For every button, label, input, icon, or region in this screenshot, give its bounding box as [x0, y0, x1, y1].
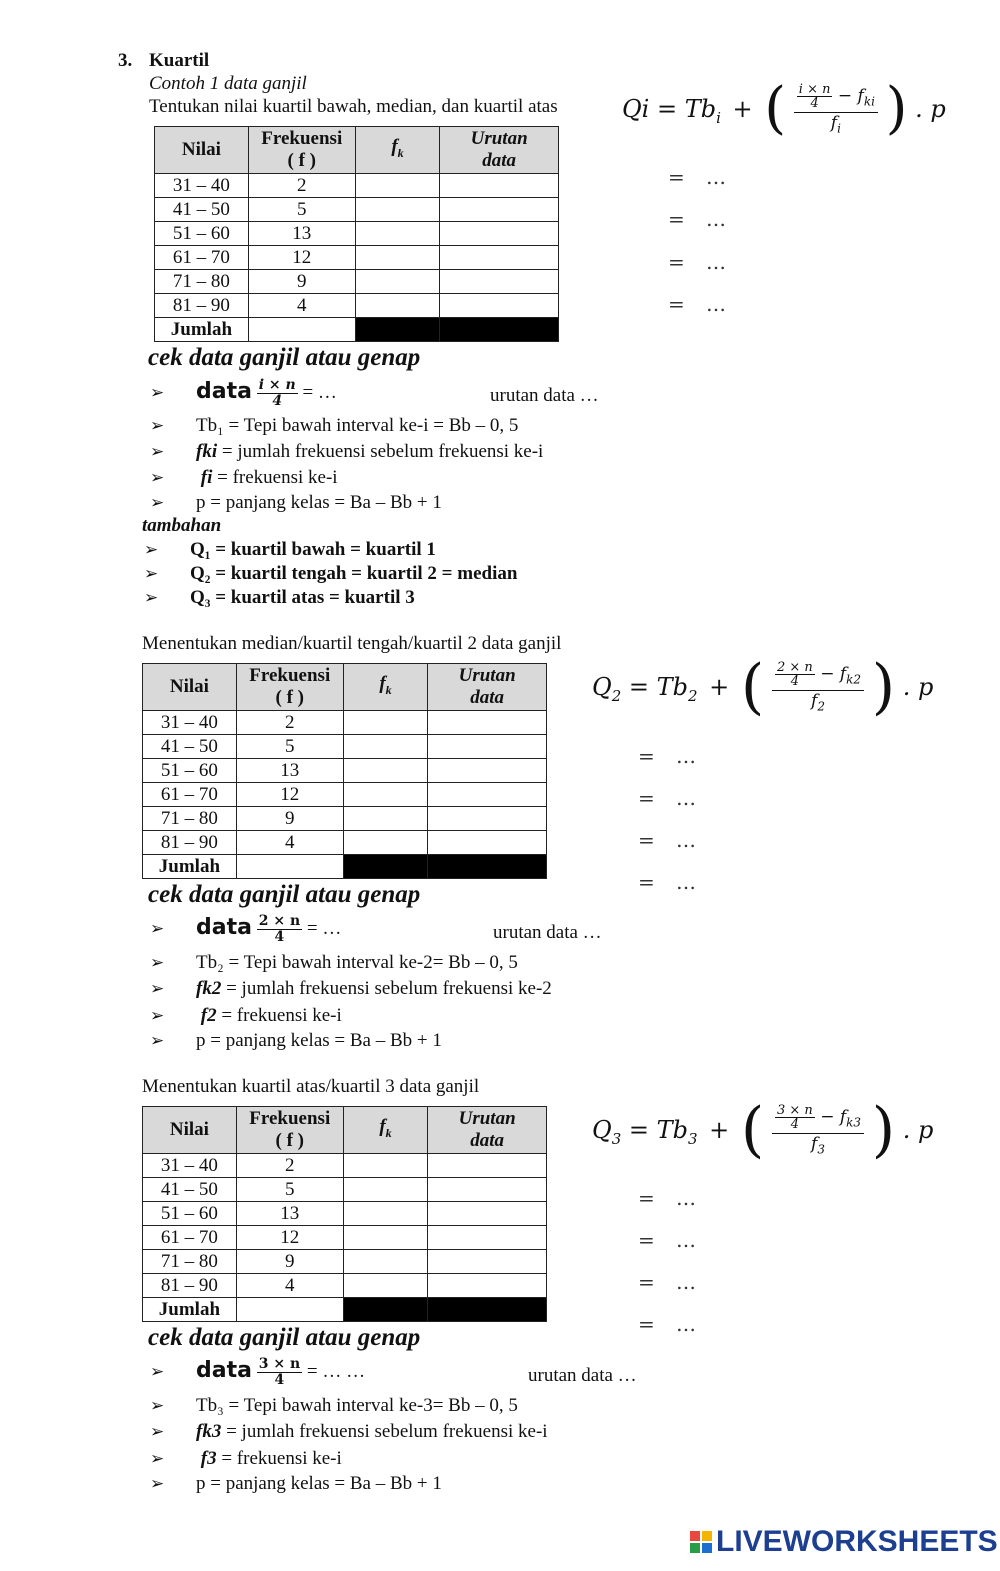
section-title: Kuartil — [149, 50, 210, 71]
step-line[interactable]: = … — [638, 1186, 696, 1210]
header-fk: $f_k$ — [355, 127, 440, 174]
table-row: 61 – 70 12 — [155, 246, 559, 270]
urutan-cell[interactable] — [440, 246, 559, 270]
step-line[interactable]: = … — [668, 165, 726, 189]
liveworksheets-logo — [690, 1525, 998, 1559]
header-urutan-data: Urutan data — [428, 664, 547, 711]
header-urutan-data: Urutan data — [440, 127, 559, 174]
fk-cell[interactable] — [355, 246, 440, 270]
header-frekuensi: Frekuensi ( f ) — [236, 664, 343, 711]
table-row: 81 – 90 4 — [143, 1274, 547, 1298]
table-row: 41 – 50 5 — [143, 735, 547, 759]
frequency-table-1 — [154, 126, 559, 342]
table-row: 81 – 90 4 — [143, 831, 547, 855]
table-row: 71 – 80 9 — [143, 807, 547, 831]
step-line[interactable]: = … — [668, 292, 726, 316]
step-line[interactable]: = … — [638, 786, 696, 810]
tambahan-item: ➢ Q₃ = kuartil atas = kuartil 3 — [144, 587, 415, 608]
example-label: Contoh 1 data ganjil — [149, 73, 307, 94]
urutan-cell[interactable] — [440, 222, 559, 246]
step-line[interactable]: = … — [638, 1228, 696, 1252]
fk-cell[interactable] — [355, 198, 440, 222]
urutan-cell[interactable] — [428, 711, 547, 735]
bullet-p: ➢ p = panjang kelas = Ba – Bb + 1 — [150, 1473, 442, 1494]
bullet-p: ➢ p = panjang kelas = Ba – Bb + 1 — [150, 492, 442, 513]
urutan-cell[interactable] — [428, 759, 547, 783]
step-line[interactable]: = … — [668, 207, 726, 231]
urutan-data-text: urutan data … — [490, 385, 599, 406]
table-row: 71 – 80 9 — [155, 270, 559, 294]
bullet-fk: ➢ fk2 = jumlah frekuensi sebelum frekuensi ke-2 — [150, 978, 552, 999]
fk-cell[interactable] — [343, 735, 428, 759]
section-number: 3. — [118, 50, 133, 71]
table-row: 71 – 80 9 — [143, 1250, 547, 1274]
fk-cell[interactable] — [343, 783, 428, 807]
fk-cell[interactable] — [355, 222, 440, 246]
table-row: 41 – 50 5 — [155, 198, 559, 222]
urutan-cell[interactable] — [440, 270, 559, 294]
cek-heading: cek data ganjil atau genap — [148, 881, 421, 908]
urutan-cell[interactable] — [428, 807, 547, 831]
step-line[interactable]: = … — [638, 828, 696, 852]
urutan-cell[interactable] — [440, 198, 559, 222]
urutan-cell[interactable] — [428, 1154, 547, 1178]
fk-cell[interactable] — [343, 1178, 428, 1202]
urutan-cell[interactable] — [428, 783, 547, 807]
part3-heading: Menentukan kuartil atas/kuartil 3 data ganjil — [142, 1076, 480, 1097]
header-nilai: Nilai — [155, 127, 249, 174]
step-line[interactable]: = … — [638, 870, 696, 894]
step-line[interactable]: = … — [638, 1270, 696, 1294]
header-frekuensi: Frekuensi ( f ) — [236, 1107, 343, 1154]
table-total-row: Jumlah — [155, 318, 559, 342]
instruction-text: Tentukan nilai kuartil bawah, median, dan kuartil atas — [149, 96, 558, 117]
urutan-cell[interactable] — [428, 1226, 547, 1250]
fk-cell[interactable] — [343, 807, 428, 831]
bullet-data: ➢ data $\frac{3 \times n}{4}$ = … … — [150, 1356, 366, 1388]
table-row: 51 – 60 13 — [143, 1202, 547, 1226]
tambahan-item: ➢ Q₂ = kuartil tengah = kuartil 2 = median — [144, 563, 518, 584]
urutan-cell[interactable] — [440, 294, 559, 318]
frequency-table-3 — [142, 1106, 547, 1322]
header-urutan-data: Urutan data — [428, 1107, 547, 1154]
fk-cell[interactable] — [355, 270, 440, 294]
urutan-cell[interactable] — [428, 1274, 547, 1298]
urutan-cell[interactable] — [428, 1250, 547, 1274]
liveworksheets-logo-icon — [690, 1531, 712, 1553]
fk-cell[interactable] — [343, 831, 428, 855]
logo-text: LIVEWORKSHEETS — [716, 1525, 998, 1558]
fk-cell[interactable] — [343, 1226, 428, 1250]
table-row: 31 – 40 2 — [143, 1154, 547, 1178]
header-nilai: Nilai — [143, 664, 237, 711]
urutan-cell[interactable] — [428, 1202, 547, 1226]
bullet-p: ➢ p = panjang kelas = Ba – Bb + 1 — [150, 1030, 442, 1051]
table-row: 81 – 90 4 — [155, 294, 559, 318]
fk-cell[interactable] — [343, 1250, 428, 1274]
urutan-cell[interactable] — [428, 735, 547, 759]
fk-cell[interactable] — [343, 711, 428, 735]
bullet-data: ➢ data $\frac{2 \times n}{4}$ = … — [150, 913, 342, 945]
bullet-fi: ➢ fi = frekuensi ke-i — [150, 467, 338, 488]
table-row: 61 – 70 12 — [143, 783, 547, 807]
bullet-f: ➢ f3 = frekuensi ke-i — [150, 1448, 342, 1469]
bullet-fki: ➢ fki = jumlah frekuensi sebelum frekuensi ke-i — [150, 441, 544, 462]
cek-heading: cek data ganjil atau genap — [148, 344, 421, 371]
step-line[interactable]: = … — [638, 1312, 696, 1336]
total-cell[interactable] — [236, 855, 343, 879]
step-line[interactable]: = … — [668, 250, 726, 274]
arrow-bullet-icon: ➢ — [150, 382, 165, 403]
bullet-tb: ➢ Tb₁ = Tepi bawah interval ke-i = Bb – 0, 5 — [150, 415, 519, 436]
table-row: 41 – 50 5 — [143, 1178, 547, 1202]
urutan-data-text: urutan data … — [528, 1365, 637, 1386]
formula-q2: $Q_2 = Tb_2$ + ( $\frac{2 \times n}{4}$ − $f_{k2}$ $f_2$ ) . p — [592, 652, 934, 722]
fk-cell[interactable] — [343, 1274, 428, 1298]
formula-qi: $Qi = Tb_i$ + ( $\frac{i \times n}{4}$ − $f_{ki}$ $f_i$ ) . p — [622, 76, 946, 141]
table-total-row: Jumlah — [143, 855, 547, 879]
bullet-data: ➢ data $\frac{i \times n}{4}$ = … — [150, 377, 337, 409]
frequency-table-2 — [142, 663, 547, 879]
bullet-fk: ➢ fk3 = jumlah frekuensi sebelum frekuensi ke-i — [150, 1421, 548, 1442]
fk-cell[interactable] — [355, 294, 440, 318]
bullet-f: ➢ f2 = frekuensi ke-i — [150, 1005, 342, 1026]
fk-cell[interactable] — [355, 174, 440, 198]
urutan-cell[interactable] — [428, 1178, 547, 1202]
header-nilai: Nilai — [143, 1107, 237, 1154]
fk-cell[interactable] — [343, 1154, 428, 1178]
total-cell[interactable] — [248, 318, 355, 342]
fk-cell[interactable] — [343, 1202, 428, 1226]
header-fk: $f_k$ — [343, 664, 428, 711]
table-row: 31 – 40 2 — [155, 174, 559, 198]
cek-heading: cek data ganjil atau genap — [148, 1324, 421, 1351]
tambahan-item: ➢ Q₁ = kuartil bawah = kuartil 1 — [144, 539, 436, 560]
bullet-tb: ➢ Tb₃ = Tepi bawah interval ke-3= Bb – 0, 5 — [150, 1395, 518, 1416]
header-fk: $f_k$ — [343, 1107, 428, 1154]
urutan-data-text: urutan data … — [493, 922, 602, 943]
step-line[interactable]: = … — [638, 744, 696, 768]
table-row: 31 – 40 2 — [143, 711, 547, 735]
part2-heading: Menentukan median/kuartil tengah/kuartil 2 data ganjil — [142, 633, 562, 654]
table-row: 61 – 70 12 — [143, 1226, 547, 1250]
total-cell[interactable] — [236, 1298, 343, 1322]
urutan-cell[interactable] — [428, 831, 547, 855]
tambahan-label: tambahan — [142, 515, 222, 536]
header-frekuensi: Frekuensi ( f ) — [248, 127, 355, 174]
urutan-cell[interactable] — [440, 174, 559, 198]
table-row: 51 – 60 13 — [143, 759, 547, 783]
bullet-tb: ➢ Tb₂ = Tepi bawah interval ke-2= Bb – 0, 5 — [150, 952, 518, 973]
formula-q3: $Q_3 = Tb_3$ + ( $\frac{3 \times n}{4}$ − $f_{k3}$ $f_3$ ) . p — [592, 1095, 934, 1165]
table-row: 51 – 60 13 — [155, 222, 559, 246]
fk-cell[interactable] — [343, 759, 428, 783]
table-total-row: Jumlah — [143, 1298, 547, 1322]
